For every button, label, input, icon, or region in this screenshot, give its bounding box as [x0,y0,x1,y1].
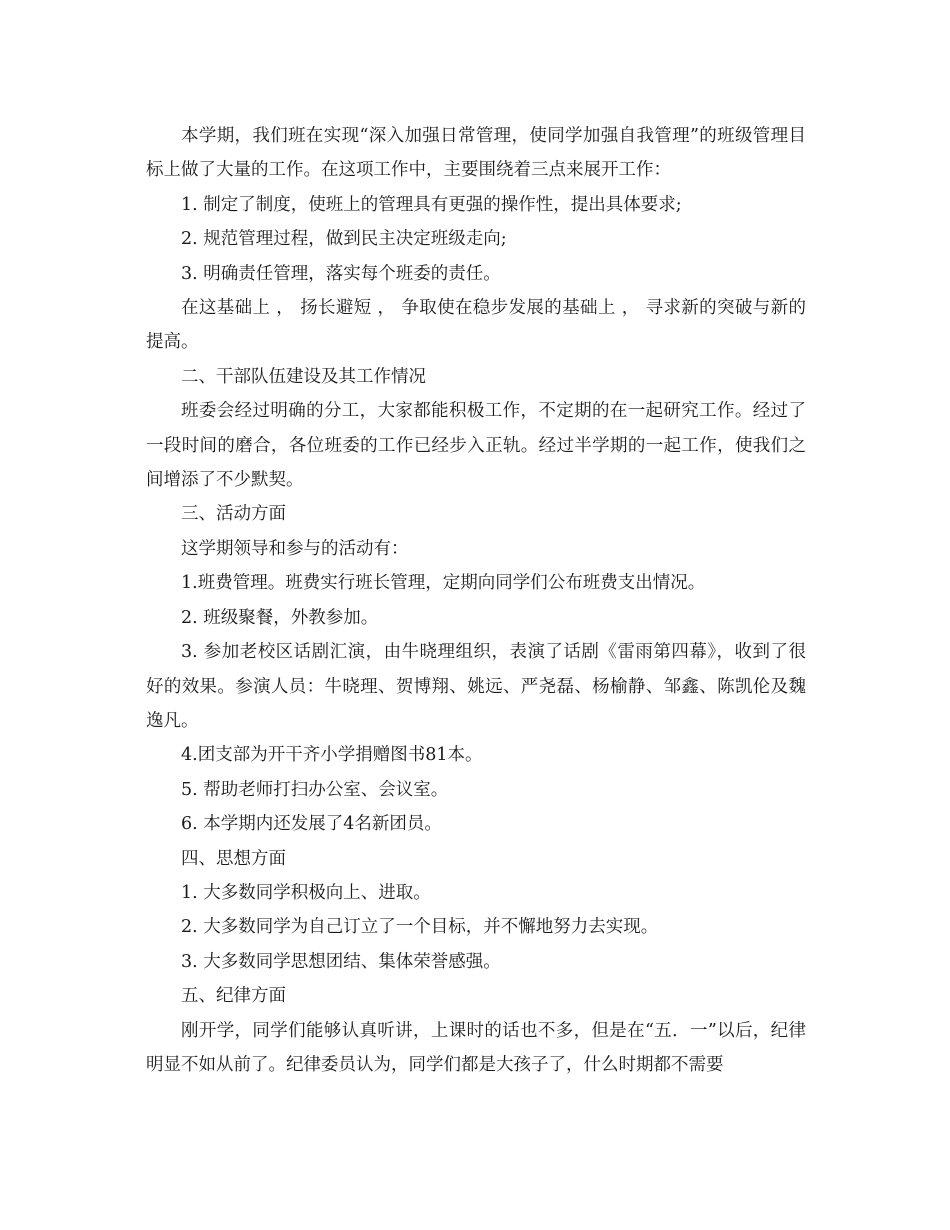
list-item: 3. 参加老校区话剧汇演，由牛晓理组织，表演了话剧《雷雨第四幕》，收到了很好的效果。参演人员：牛晓理、贺博翔、姚远、严尧磊、杨榆静、邹鑫、陈凯伦及魏逸凡。 [146,642,806,731]
section-heading: 五、纪律方面 [181,986,286,1007]
section-heading: 三、活动方面 [181,504,286,525]
list-item: 1.班费管理。班费实行班长管理，定期向同学们公布班费支出情况。 [181,573,706,594]
body-paragraph: 这学期领导和参与的活动有： [181,538,409,559]
section-heading: 四、思想方面 [181,848,286,869]
list-item: 1. 大多数同学积极向上、进取。 [181,882,431,903]
body-paragraph: 班委会经过明确的分工，大家都能积极工作，不定期的在一起研究工作。经过了一段时间的磨合，各位班委的工作已经步入正轨。经过半学期的一起工作，使我们之间增添了不少默契。 [146,401,806,491]
document-body [146,119,806,1082]
intro-paragraph: 本学期，我们班在实现“深入加强日常管理，使同学加强自我管理”的班级管理目标上做了大量的工作。在这项工作中，主要围绕着三点来展开工作： [146,126,806,181]
list-item: 1. 制定了制度，使班上的管理具有更强的操作性，提出具体要求; [181,194,682,215]
list-item: 4.团支部为开干齐小学捐赠图书81本。 [181,745,483,766]
body-paragraph: 刚开学，同学们能够认真听讲，上课时的话也不多，但是在“五．一”以后，纪律明显不如从前了。纪律委员认为，同学们都是大孩子了，什么时期都不需要 [146,1020,806,1075]
list-item: 5. 帮助老师打扫办公室、会议室。 [181,779,449,800]
list-item: 2. 大多数同学为自己订立了一个目标，并不懈地努力去实现。 [181,917,659,938]
list-item: 2. 班级聚餐，外教参加。 [181,607,379,628]
list-item: 3. 明确责任管理，落实每个班委的责任。 [181,263,501,284]
list-item: 2. 规范管理过程，做到民主决定班级走向; [181,229,507,250]
body-paragraph: 在这基础上 ， 扬长避短 ， 争取使在稳步发展的基础上 ， 寻求新的突破与新的提高。 [146,298,806,353]
list-item: 3. 大多数同学思想团结、集体荣誉感强。 [181,951,501,972]
section-heading: 二、干部队伍建设及其工作情况 [181,366,426,387]
list-item: 6. 本学期内还发展了4名新团员。 [181,814,442,835]
